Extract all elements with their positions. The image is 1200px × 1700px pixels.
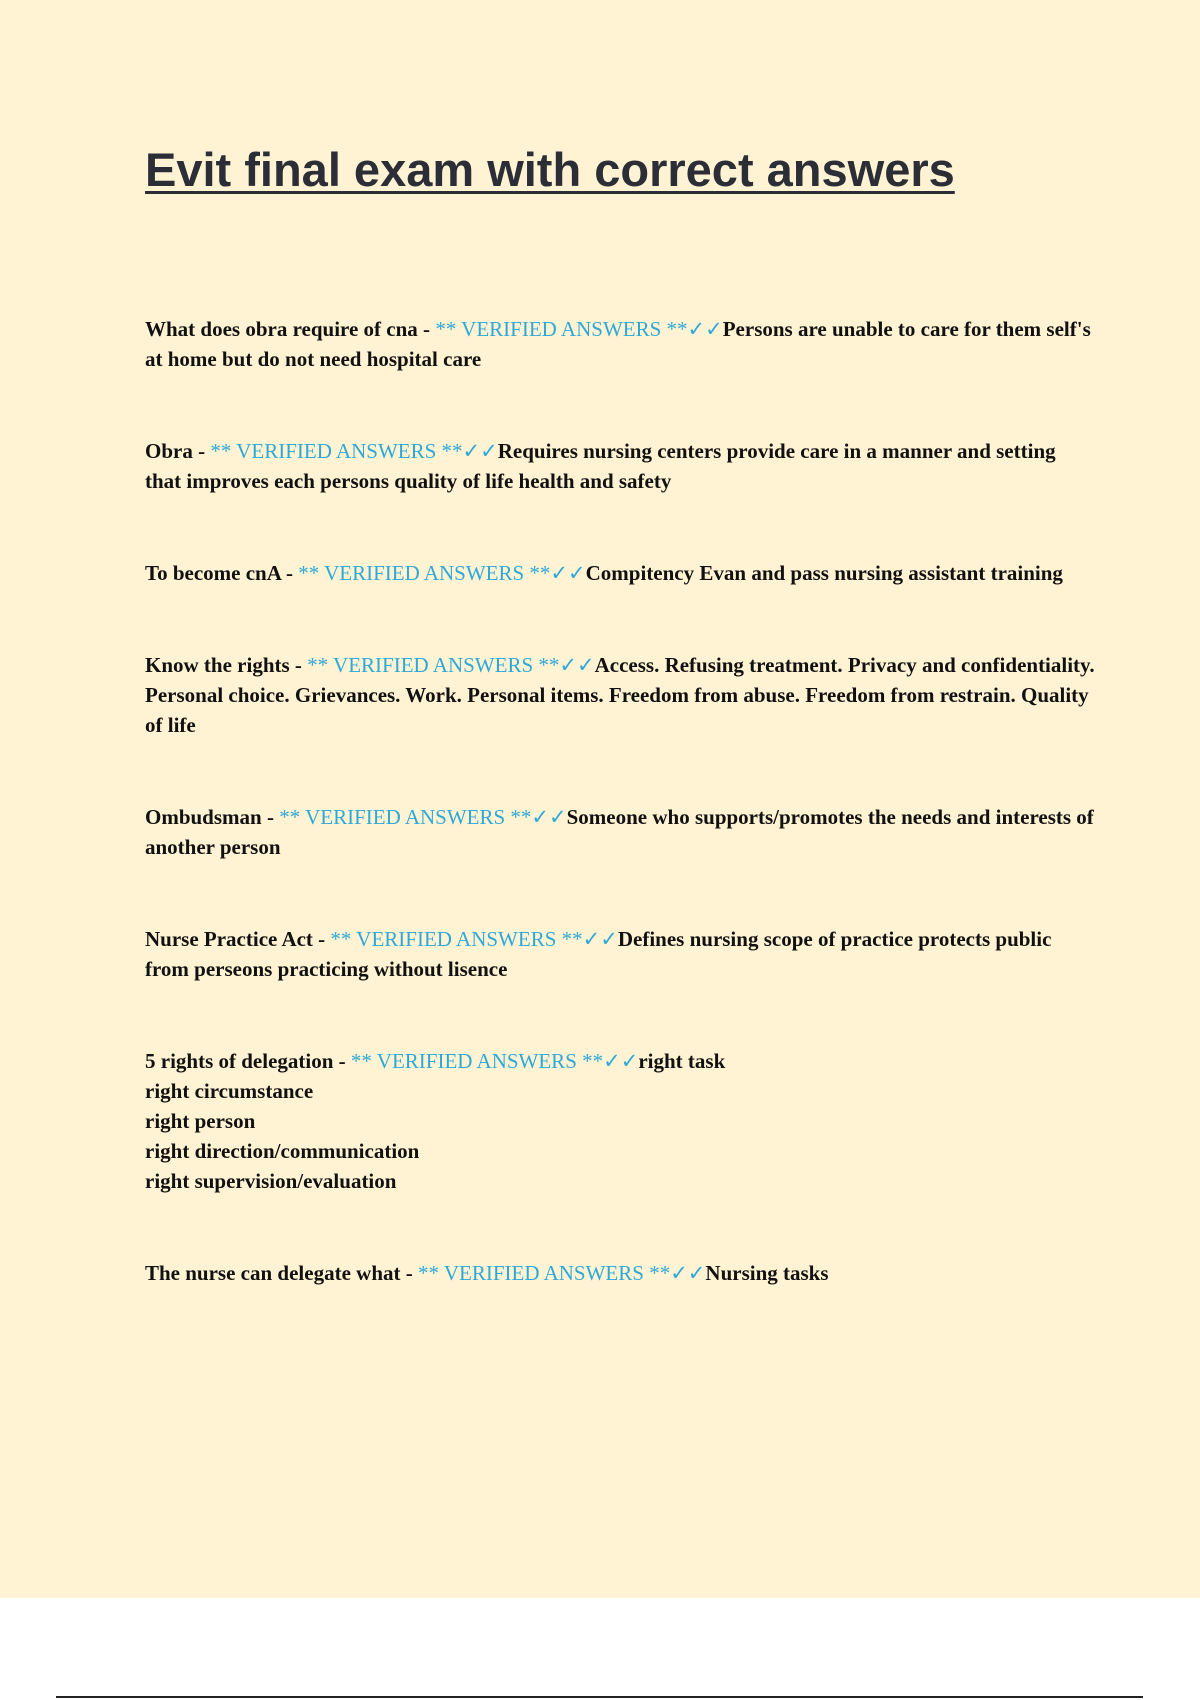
verified-answers-marker: ** VERIFIED ANSWERS **✓✓: [350, 1049, 639, 1073]
qa-item: [145, 924, 1095, 984]
qa-text: [145, 1046, 1095, 1076]
verified-answers-marker: ** VERIFIED ANSWERS **✓✓: [210, 439, 498, 463]
answer-text: Defines nursing scope of practice protects public from perseons practicing without lisence: [145, 927, 1052, 981]
delegation-right-line: right supervision/evaluation: [145, 1169, 397, 1193]
qa-item: [145, 650, 1095, 740]
answer-text: right task: [638, 1049, 726, 1073]
delegation-right-line: right person: [145, 1109, 256, 1133]
verified-answers-marker: ** VERIFIED ANSWERS **✓✓: [417, 1261, 706, 1285]
question-text: 5 rights of delegation -: [145, 1049, 351, 1073]
answer-text: Nursing tasks: [705, 1261, 829, 1285]
verified-answers-marker: ** VERIFIED ANSWERS **✓✓: [298, 561, 586, 585]
question-text: What does obra require of cna -: [145, 317, 436, 341]
question-text: Ombudsman -: [145, 805, 280, 829]
qa-item: [145, 802, 1095, 862]
answer-text: Requires nursing centers provide care in a manner and setting that improves each persons quality of life health and safety: [145, 439, 1056, 493]
question-text: Obra -: [145, 439, 211, 463]
qa-text: [145, 1258, 1095, 1288]
qa-text: [145, 314, 1095, 374]
qa-text: [145, 436, 1095, 496]
qa-item: [145, 436, 1095, 496]
verified-answers-marker: ** VERIFIED ANSWERS **✓✓: [279, 805, 567, 829]
qa-text: [145, 802, 1095, 862]
verified-answers-marker: ** VERIFIED ANSWERS **✓✓: [307, 653, 595, 677]
question-text: To become cnA -: [145, 561, 299, 585]
qa-item: [145, 314, 1095, 374]
answer-text: Someone who supports/promotes the needs and interests of another person: [145, 805, 1094, 859]
question-text: The nurse can delegate what -: [145, 1261, 418, 1285]
answer-text: Compitency Evan and pass nursing assistant training: [585, 561, 1063, 585]
question-text: Nurse Practice Act -: [145, 927, 331, 951]
verified-answers-marker: ** VERIFIED ANSWERS **✓✓: [435, 317, 723, 341]
page-divider: [56, 1696, 1143, 1698]
delegation-right-line: right circumstance: [145, 1079, 314, 1103]
question-text: Know the rights -: [145, 653, 308, 677]
page-title: Evit final exam with correct answers: [145, 143, 955, 196]
qa-list: [145, 314, 1095, 1350]
answer-text: Persons are unable to care for them self's at home but do not need hospital care: [145, 317, 1091, 371]
verified-answers-marker: ** VERIFIED ANSWERS **✓✓: [330, 927, 618, 951]
qa-item: [145, 1258, 1095, 1288]
answer-text: Access. Refusing treatment. Privacy and confidentiality. Personal choice. Grievances. Work. Personal items. Freedom from abuse. Freedom from restrain. Quality of life: [145, 653, 1095, 737]
qa-text: [145, 924, 1095, 984]
qa-text: [145, 650, 1095, 740]
qa-text: [145, 558, 1095, 588]
delegation-right-line: right direction/communication: [145, 1139, 420, 1163]
qa-item: [145, 1046, 1095, 1196]
qa-item: [145, 558, 1095, 588]
